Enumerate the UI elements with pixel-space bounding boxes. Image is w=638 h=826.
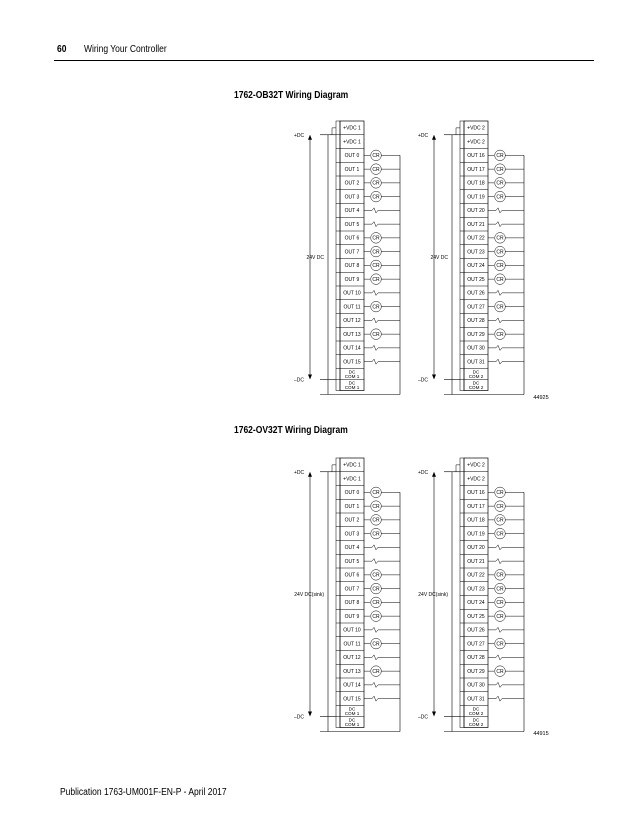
- cr-label: CR: [496, 517, 504, 524]
- output-terminal-label: OUT 0: [344, 153, 360, 160]
- output-terminal-label: OUT 15: [343, 696, 361, 703]
- cr-label: CR: [372, 249, 380, 256]
- figure-number: 44915: [533, 731, 549, 737]
- cr-label: CR: [496, 235, 504, 242]
- output-terminal-label: OUT 14: [343, 682, 361, 689]
- cr-label: CR: [496, 153, 504, 160]
- plus-dc-label: +DC: [294, 469, 305, 476]
- com-terminal-label: COM 1: [344, 374, 360, 380]
- terminal-block: [294, 458, 400, 732]
- output-terminal-label: OUT 9: [344, 276, 360, 283]
- cr-label: CR: [496, 180, 504, 187]
- terminal-strip: [460, 458, 464, 728]
- vdc-terminal-label: +VDC 1: [343, 462, 361, 469]
- supply-arrow-head: [432, 375, 436, 380]
- cr-label: CR: [496, 194, 504, 201]
- output-terminal-label: OUT 14: [343, 345, 361, 352]
- output-terminal-label: OUT 5: [344, 558, 360, 565]
- output-wire-unused: [488, 655, 524, 660]
- terminal-block: [418, 121, 524, 395]
- cr-label: CR: [496, 503, 504, 510]
- diagram-0: [294, 121, 549, 401]
- output-wire-unused: [488, 559, 524, 564]
- vdc-terminal-label: +VDC 2: [467, 139, 485, 146]
- output-terminal-label: OUT 25: [467, 276, 485, 283]
- plus-dc-label: +DC: [418, 469, 429, 476]
- terminal-strip: [460, 121, 464, 391]
- output-terminal-label: OUT 30: [467, 345, 485, 352]
- cr-label: CR: [496, 276, 504, 283]
- vdc-terminal-label: +VDC 2: [467, 125, 485, 132]
- output-terminal-label: OUT 28: [467, 655, 485, 662]
- output-wire-unused: [364, 290, 400, 295]
- cr-label: CR: [372, 263, 380, 270]
- output-wire-unused: [364, 208, 400, 213]
- output-terminal-label: OUT 27: [467, 304, 485, 311]
- output-terminal-label: OUT 4: [344, 545, 360, 552]
- output-wire-unused: [364, 627, 400, 632]
- output-wire-unused: [488, 627, 524, 632]
- supply-arrow-head: [432, 712, 436, 717]
- vdc-terminal-label: +VDC 1: [343, 139, 361, 146]
- minus-dc-label: –DC: [418, 714, 429, 721]
- output-terminal-label: OUT 8: [344, 600, 360, 607]
- output-wire-unused: [488, 318, 524, 323]
- cr-label: CR: [372, 276, 380, 283]
- output-wire-unused: [364, 559, 400, 564]
- output-terminal-label: OUT 25: [467, 613, 485, 620]
- supply-arrow-head: [308, 375, 312, 380]
- output-terminal-label: OUT 7: [344, 249, 360, 256]
- cr-label: CR: [372, 331, 380, 338]
- output-terminal-label: OUT 22: [467, 572, 485, 579]
- output-terminal-label: OUT 17: [467, 166, 485, 173]
- com-terminal-label: COM 1: [344, 711, 360, 717]
- cr-label: CR: [496, 572, 504, 579]
- output-terminal-label: OUT 5: [344, 221, 360, 228]
- com-terminal-label: DC: [348, 706, 356, 712]
- output-wire-unused: [364, 345, 400, 350]
- output-wire-unused: [488, 208, 524, 213]
- supply-arrow-head: [432, 135, 436, 140]
- terminal-strip: [336, 121, 340, 391]
- supply-arrow-head: [308, 135, 312, 140]
- output-wire-unused: [488, 545, 524, 550]
- supply-arrow-head: [308, 472, 312, 477]
- supply-arrow-head: [308, 712, 312, 717]
- output-terminal-label: OUT 2: [344, 180, 360, 187]
- com-terminal-label: DC: [472, 380, 480, 386]
- cr-label: CR: [496, 586, 504, 593]
- output-terminal-label: OUT 19: [467, 194, 485, 201]
- page-number: 60: [57, 44, 67, 55]
- terminal-strip: [336, 458, 340, 728]
- cr-label: CR: [372, 304, 380, 311]
- com-terminal-label: COM 2: [468, 711, 484, 717]
- output-terminal-label: OUT 11: [343, 304, 361, 311]
- output-terminal-label: OUT 2: [344, 517, 360, 524]
- output-terminal-label: OUT 22: [467, 235, 485, 242]
- cr-label: CR: [372, 668, 380, 675]
- output-wire-unused: [364, 359, 400, 364]
- output-terminal-label: OUT 6: [344, 572, 360, 579]
- cr-label: CR: [496, 600, 504, 607]
- com-terminal-label: DC: [472, 369, 480, 375]
- vdc-terminal-label: +VDC 2: [467, 462, 485, 469]
- figure-number: 44925: [533, 395, 549, 401]
- cr-label: CR: [372, 153, 380, 160]
- terminal-block: [418, 458, 524, 732]
- diagram-1: [294, 458, 549, 737]
- output-terminal-label: OUT 1: [344, 503, 360, 510]
- running-header-title: Wiring Your Controller: [84, 44, 167, 55]
- minus-dc-label: –DC: [294, 714, 305, 721]
- output-terminal-label: OUT 24: [467, 600, 485, 607]
- cr-label: CR: [372, 490, 380, 497]
- output-terminal-label: OUT 9: [344, 613, 360, 620]
- output-terminal-label: OUT 13: [343, 668, 361, 675]
- cr-label: CR: [372, 180, 380, 187]
- output-terminal-label: OUT 20: [467, 208, 485, 215]
- output-terminal-label: OUT 15: [343, 359, 361, 366]
- output-terminal-label: OUT 23: [467, 249, 485, 256]
- vdc-terminal-label: +VDC 1: [343, 476, 361, 483]
- output-terminal-label: OUT 30: [467, 682, 485, 689]
- cr-label: CR: [372, 503, 380, 510]
- output-terminal-label: OUT 3: [344, 194, 360, 201]
- output-terminal-label: OUT 4: [344, 208, 360, 215]
- output-wire-unused: [364, 222, 400, 227]
- output-terminal-label: OUT 1: [344, 166, 360, 173]
- output-terminal-label: OUT 20: [467, 545, 485, 552]
- plus-dc-label: +DC: [418, 132, 429, 139]
- footer-publication: Publication 1763-UM001F-EN-P - April 2017: [60, 787, 227, 798]
- com-terminal-label: DC: [472, 706, 480, 712]
- com-terminal-label: COM 2: [468, 385, 484, 391]
- com-terminal-label: COM 1: [344, 385, 360, 391]
- output-terminal-label: OUT 26: [467, 290, 485, 297]
- com-terminal-label: COM 2: [468, 722, 484, 728]
- diagram-title-ob32t: 1762-OB32T Wiring Diagram: [234, 90, 349, 101]
- output-terminal-label: OUT 23: [467, 586, 485, 593]
- output-wire-unused: [488, 290, 524, 295]
- com-terminal-label: DC: [472, 717, 480, 723]
- output-terminal-label: OUT 8: [344, 263, 360, 270]
- cr-label: CR: [496, 613, 504, 620]
- output-terminal-label: OUT 7: [344, 586, 360, 593]
- output-terminal-label: OUT 10: [343, 290, 361, 297]
- cr-label: CR: [496, 304, 504, 311]
- output-wire-unused: [364, 545, 400, 550]
- cr-label: CR: [372, 194, 380, 201]
- output-terminal-label: OUT 27: [467, 641, 485, 648]
- output-wire-unused: [488, 222, 524, 227]
- cr-label: CR: [372, 235, 380, 242]
- vdc-terminal-label: +VDC 2: [467, 476, 485, 483]
- supply-voltage-label: 24V DC(sink): [418, 592, 448, 599]
- output-wire-unused: [364, 682, 400, 687]
- com-terminal-label: DC: [348, 717, 356, 723]
- supply-voltage-label: 24V DC(sink): [294, 592, 324, 599]
- supply-arrow-head: [432, 472, 436, 477]
- output-terminal-label: OUT 13: [343, 331, 361, 338]
- output-terminal-label: OUT 18: [467, 180, 485, 187]
- cr-label: CR: [496, 166, 504, 173]
- output-wire-unused: [488, 696, 524, 701]
- cr-label: CR: [496, 490, 504, 497]
- cr-label: CR: [372, 517, 380, 524]
- cr-label: CR: [372, 600, 380, 607]
- output-terminal-label: OUT 10: [343, 627, 361, 634]
- terminal-block: [294, 121, 400, 395]
- output-terminal-label: OUT 26: [467, 627, 485, 634]
- output-terminal-label: OUT 6: [344, 235, 360, 242]
- vdc-terminal-label: +VDC 1: [343, 125, 361, 132]
- cr-label: CR: [496, 331, 504, 338]
- output-terminal-label: OUT 12: [343, 655, 361, 662]
- cr-label: CR: [496, 531, 504, 538]
- output-wire-unused: [364, 696, 400, 701]
- cr-label: CR: [496, 263, 504, 270]
- com-terminal-label: COM 1: [344, 722, 360, 728]
- cr-label: CR: [496, 641, 504, 648]
- output-terminal-label: OUT 29: [467, 668, 485, 675]
- output-terminal-label: OUT 29: [467, 331, 485, 338]
- minus-dc-label: –DC: [294, 377, 305, 384]
- com-terminal-label: DC: [348, 369, 356, 375]
- output-terminal-label: OUT 18: [467, 517, 485, 524]
- output-terminal-label: OUT 0: [344, 490, 360, 497]
- cr-label: CR: [372, 641, 380, 648]
- output-terminal-label: OUT 31: [467, 359, 485, 366]
- supply-voltage-label: 24V DC: [430, 255, 448, 262]
- output-wire-unused: [488, 345, 524, 350]
- plus-dc-label: +DC: [294, 132, 305, 139]
- output-terminal-label: OUT 17: [467, 503, 485, 510]
- cr-label: CR: [496, 249, 504, 256]
- output-terminal-label: OUT 28: [467, 318, 485, 325]
- cr-label: CR: [372, 586, 380, 593]
- output-wire-unused: [364, 318, 400, 323]
- cr-label: CR: [372, 531, 380, 538]
- output-terminal-label: OUT 11: [343, 641, 361, 648]
- output-wire-unused: [364, 655, 400, 660]
- output-terminal-label: OUT 19: [467, 531, 485, 538]
- output-terminal-label: OUT 24: [467, 263, 485, 270]
- com-terminal-label: COM 2: [468, 374, 484, 380]
- com-terminal-label: DC: [348, 380, 356, 386]
- cr-label: CR: [372, 166, 380, 173]
- cr-label: CR: [372, 572, 380, 579]
- output-terminal-label: OUT 21: [467, 558, 485, 565]
- output-terminal-label: OUT 21: [467, 221, 485, 228]
- output-wire-unused: [488, 682, 524, 687]
- cr-label: CR: [372, 613, 380, 620]
- diagram-title-ov32t: 1762-OV32T Wiring Diagram: [234, 425, 348, 436]
- output-terminal-label: OUT 31: [467, 696, 485, 703]
- output-terminal-label: OUT 12: [343, 318, 361, 325]
- output-terminal-label: OUT 16: [467, 153, 485, 160]
- minus-dc-label: –DC: [418, 377, 429, 384]
- output-wire-unused: [488, 359, 524, 364]
- output-terminal-label: OUT 3: [344, 531, 360, 538]
- cr-label: CR: [496, 668, 504, 675]
- output-terminal-label: OUT 16: [467, 490, 485, 497]
- supply-voltage-label: 24V DC: [306, 255, 324, 262]
